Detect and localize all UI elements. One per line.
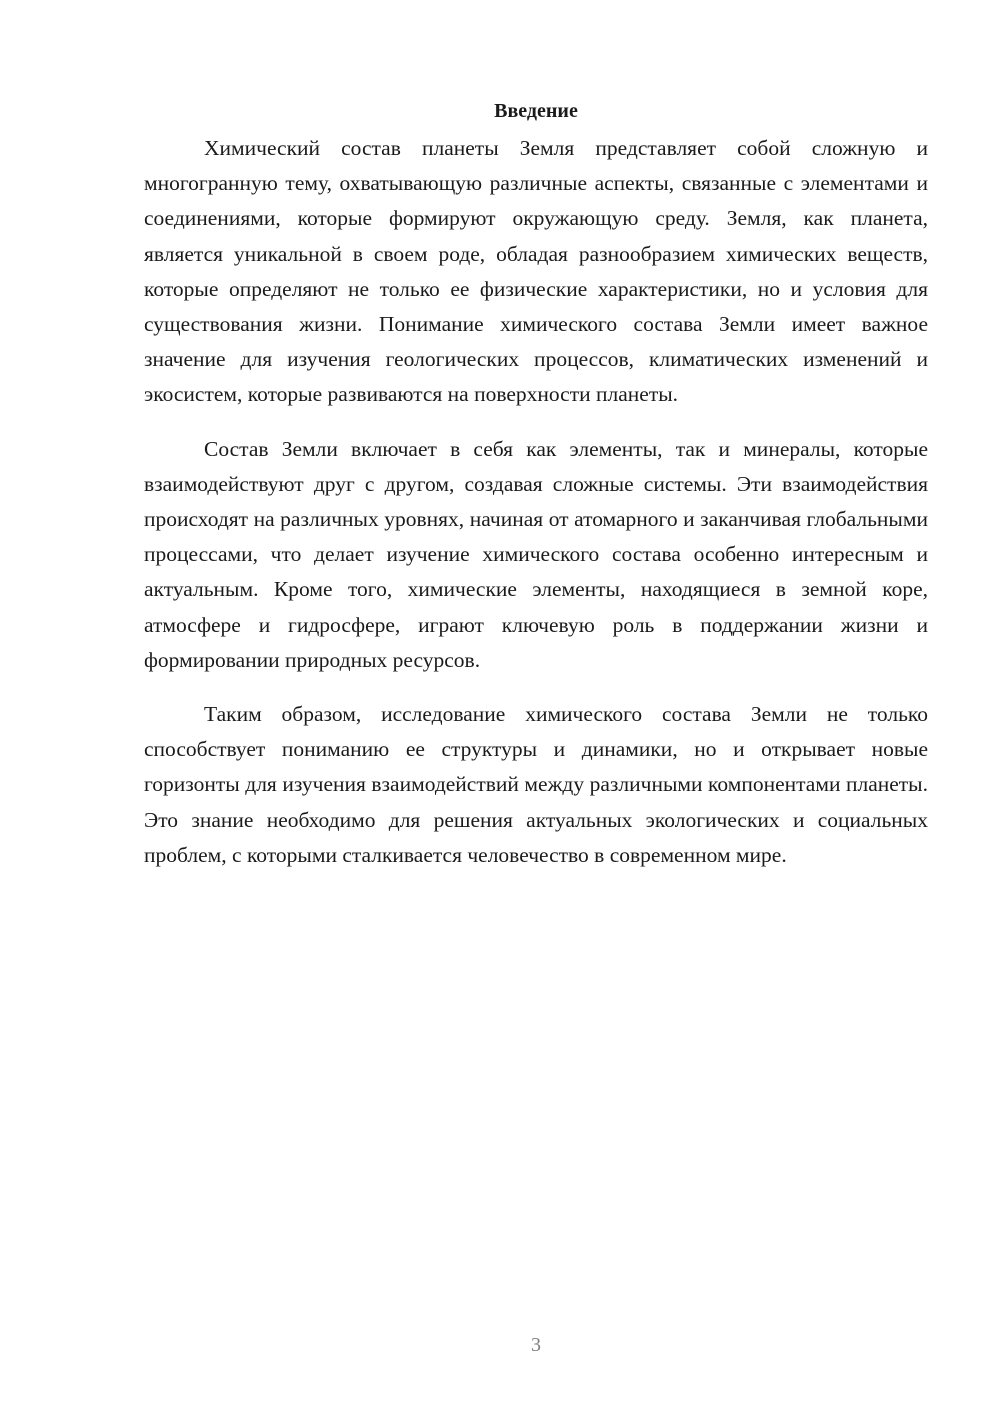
paragraph-2: Состав Земли включает в себя как элементы, так и минералы, которые взаимодействуют друг с другом, создавая сложные системы. Эти взаимодействия происходят на различных уровнях, начиная от атомарного и заканчивая глобальными процессами, что делает изучение химического состава особенно интересным и актуальным. Кроме того, химические элементы, находящиеся в земной коре, атмосфере и гидросфере, играют ключевую роль в поддержании жизни и формировании природных ресурсов.: [144, 436, 928, 672]
page-number: 3: [531, 1334, 541, 1356]
page-content: [144, 94, 928, 873]
paragraph-1: Химический состав планеты Земля представляет собой сложную и многогранную тему, охватывающую различные аспекты, связанные с элементами и соединениями, которые формируют окружающую среду. Земля, как планета, является уникальной в своем роде, обладая разнообразием химических веществ, которые определяют не только ее физические характеристики, но и условия для существования жизни. Понимание химического состава Земли имеет важное значение для изучения геологических процессов, климатических изменений и экосистем, которые развиваются на поверхности планеты.: [144, 136, 928, 407]
section-title: Введение: [494, 100, 578, 122]
paragraph-3: Таким образом, исследование химического состава Земли не только способствует пониманию ее структуры и динамики, но и открывает новые горизонты для изучения взаимодействий между различными компонентами планеты. Это знание необходимо для решения актуальных экологических и социальных проблем, с которыми сталкивается человечество в современном мире.: [144, 702, 928, 867]
